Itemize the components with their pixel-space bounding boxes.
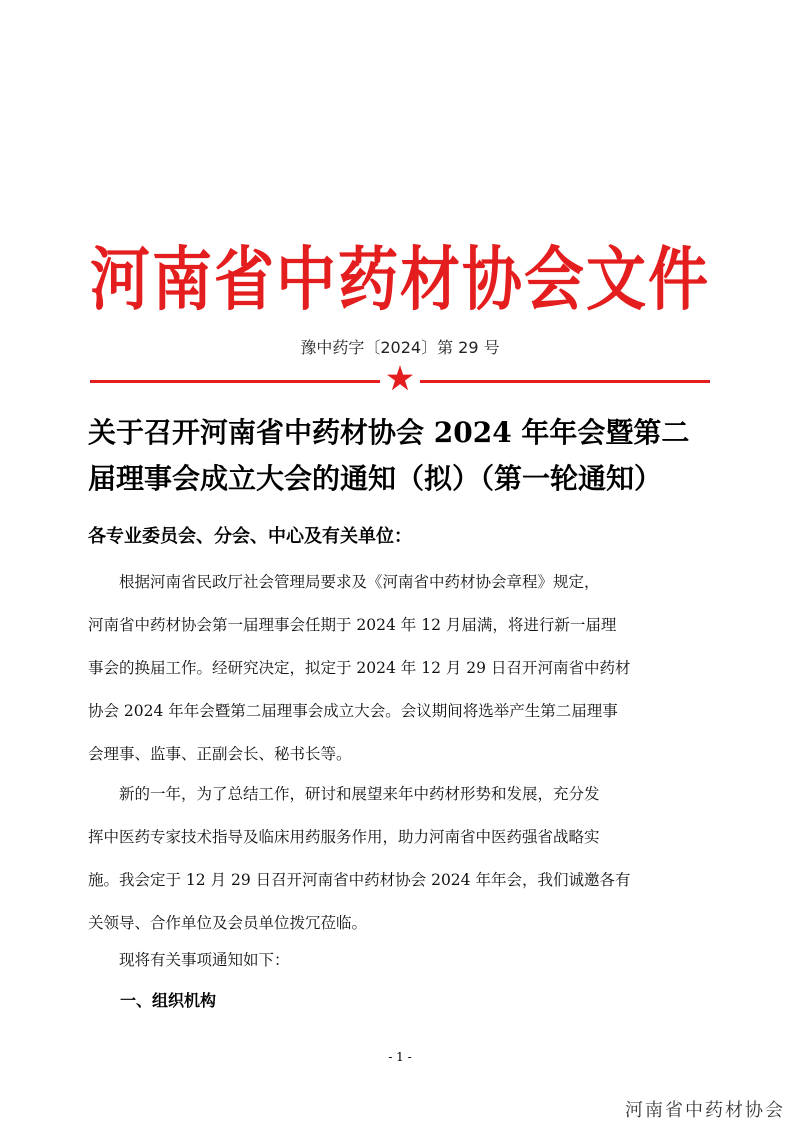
- text-line: 新的一年，为了总结工作，研讨和展望来年中药材形势和发展，充分发: [88, 785, 600, 803]
- masthead-title: 河南省中药材协会文件: [90, 239, 710, 321]
- text-line: 关领导、合作单位及会员单位拨冗莅临。: [88, 914, 368, 932]
- text-line: 河南省中药材协会第一届理事会任期于 2024 年 12 月届满，将进行新一届理: [88, 616, 617, 634]
- text-line: 事会的换届工作。经研究决定，拟定于 2024 年 12 月 29 日召开河南省中药材: [88, 659, 631, 677]
- text-line: 协会 2024 年年会暨第二届理事会成立大会。会议期间将选举产生第二届理事: [88, 702, 618, 720]
- text-line: 现将有关事项通知如下：: [88, 951, 290, 969]
- page-number: - 1 -: [388, 1050, 412, 1064]
- paragraph-3: [88, 939, 714, 982]
- notice-title: [88, 410, 728, 502]
- divider-line-left: [90, 380, 380, 383]
- star-icon: [386, 364, 414, 392]
- text-line: 施。我会定于 12 月 29 日召开河南省中药材协会 2024 年年会，我们诚邀各有: [88, 871, 631, 889]
- red-divider: [90, 368, 710, 394]
- watermark-label: 河南省中药材协会: [625, 1100, 785, 1121]
- text-line: 根据河南省民政厅社会管理局要求及《河南省中药材协会章程》规定，: [88, 573, 600, 591]
- paragraph-1: [88, 561, 714, 776]
- title-line: 关于召开河南省中药材协会 2024 年年会暨第二: [88, 416, 690, 449]
- text-line: 会理事、监事、正副会长、秘书长等。: [88, 745, 352, 763]
- title-line: 届理事会成立大会的通知（拟）（第一轮通知）: [88, 462, 663, 495]
- text-line: 挥中医药专家技术指导及临床用药服务作用，助力河南省中医药强省战略实: [88, 828, 600, 846]
- document-number: 豫中药字〔2024〕第 29 号: [300, 338, 500, 357]
- paragraph-2: [88, 773, 714, 945]
- section-heading: 一、组织机构: [120, 991, 217, 1010]
- salutation: 各专业委员会、分会、中心及有关单位：: [88, 526, 412, 547]
- divider-line-right: [420, 380, 710, 383]
